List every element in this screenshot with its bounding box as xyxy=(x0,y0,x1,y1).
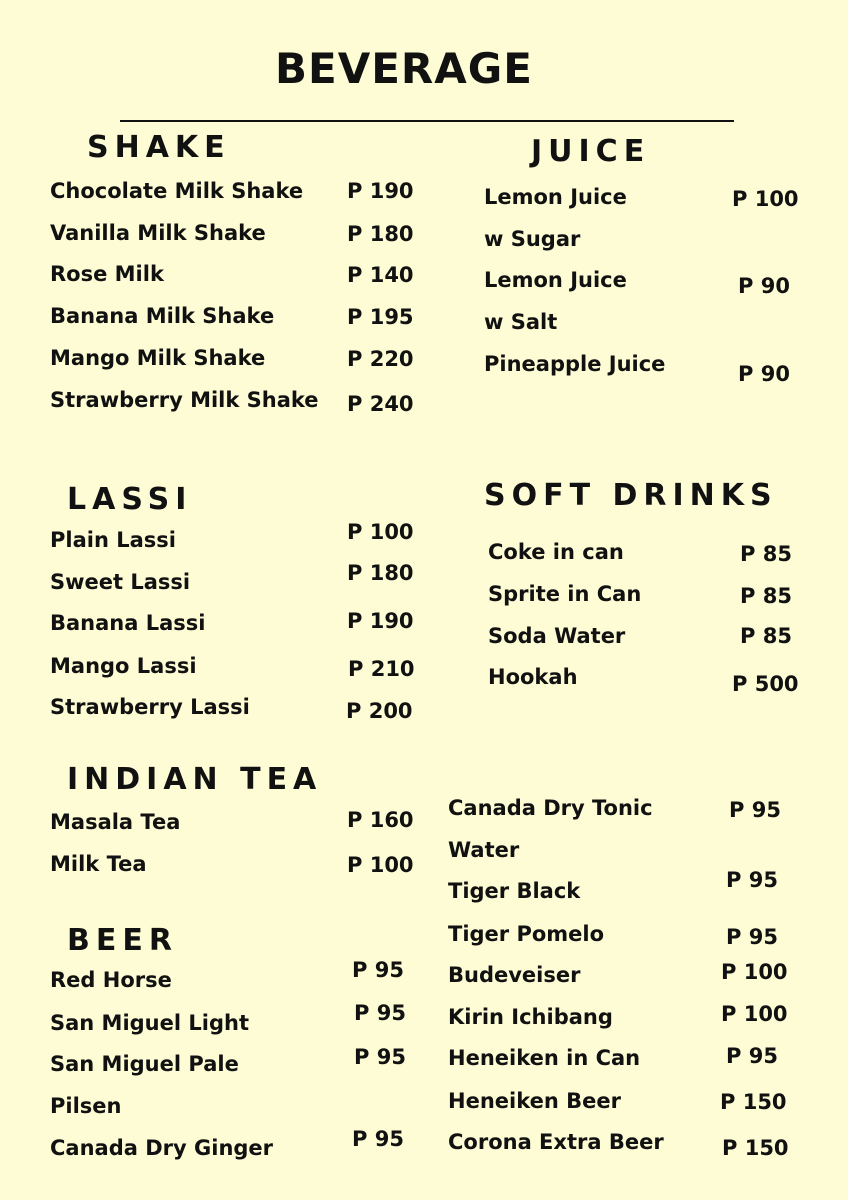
menu-item-price: P 95 xyxy=(354,1001,406,1025)
menu-item-name-line2: w Salt xyxy=(484,310,558,334)
menu-item-name: Banana Lassi xyxy=(50,611,206,635)
menu-item-price: P 90 xyxy=(738,362,790,386)
menu-item-name: San Miguel Light xyxy=(50,1011,249,1035)
menu-item-price: P 160 xyxy=(347,808,414,832)
menu-item-name-line2: Water xyxy=(448,838,520,862)
menu-item-name: Kirin Ichibang xyxy=(448,1005,613,1029)
soft-drinks-heading: SOFT DRINKS xyxy=(484,478,778,513)
juice-heading: JUICE xyxy=(531,134,651,169)
menu-item-name: Red Horse xyxy=(50,968,172,992)
menu-item-price: P 100 xyxy=(732,187,799,211)
menu-item-name: Heneiken Beer xyxy=(448,1089,621,1113)
menu-item-name: Mango Lassi xyxy=(50,654,197,678)
menu-item-price: P 240 xyxy=(347,392,414,416)
shake-heading: SHAKE xyxy=(87,130,231,165)
menu-item-price: P 190 xyxy=(347,179,414,203)
menu-item-name: Mango Milk Shake xyxy=(50,346,266,370)
menu-item-name: Lemon Juice xyxy=(484,185,627,209)
menu-item-price: P 100 xyxy=(347,520,414,544)
menu-item-price: P 195 xyxy=(347,305,414,329)
menu-item-price: P 95 xyxy=(726,1044,778,1068)
menu-item-name: Strawberry Lassi xyxy=(50,695,250,719)
menu-item-name: Sprite in Can xyxy=(488,582,642,606)
menu-item-name: Banana Milk Shake xyxy=(50,304,275,328)
menu-item-name: Tiger Black xyxy=(448,879,581,903)
menu-item-name: Chocolate Milk Shake xyxy=(50,179,304,203)
menu-item-price: P 140 xyxy=(347,263,414,287)
menu-item-price: P 85 xyxy=(740,584,792,608)
menu-item-name: Canada Dry Ginger xyxy=(50,1136,274,1160)
menu-item-name: Budeveiser xyxy=(448,963,581,987)
page-title: BEVERAGE xyxy=(275,44,533,93)
menu-item-name: Pineapple Juice xyxy=(484,352,666,376)
menu-item-name: Plain Lassi xyxy=(50,528,176,552)
menu-item-name: San Miguel Pale xyxy=(50,1052,239,1076)
menu-item-price: P 95 xyxy=(354,1045,406,1069)
menu-item-name: Strawberry Milk Shake xyxy=(50,388,319,412)
menu-item-price: P 95 xyxy=(726,925,778,949)
menu-item-price: P 150 xyxy=(720,1090,787,1114)
menu-item-name: Soda Water xyxy=(488,624,626,648)
menu-item-price: P 190 xyxy=(347,609,414,633)
menu-item-price: P 210 xyxy=(348,657,415,681)
lassi-heading: LASSI xyxy=(67,482,193,517)
menu-item-price: P 95 xyxy=(352,1127,404,1151)
menu-item-price: P 100 xyxy=(347,853,414,877)
beer-heading: BEER xyxy=(67,923,178,958)
menu-item-price: P 150 xyxy=(722,1136,789,1160)
menu-item-price: P 95 xyxy=(352,958,404,982)
menu-item-name: Canada Dry Tonic xyxy=(448,796,653,820)
menu-item-name-line2: Pilsen xyxy=(50,1094,122,1118)
menu-item-name: Milk Tea xyxy=(50,852,147,876)
title-divider xyxy=(120,120,734,122)
menu-item-price: P 180 xyxy=(347,561,414,585)
menu-item-price: P 500 xyxy=(732,672,799,696)
menu-item-price: P 180 xyxy=(347,222,414,246)
menu-item-name: Vanilla Milk Shake xyxy=(50,221,266,245)
menu-item-name: Lemon Juice xyxy=(484,268,627,292)
menu-item-price: P 85 xyxy=(740,542,792,566)
menu-item-name: Coke in can xyxy=(488,540,624,564)
menu-item-name: Masala Tea xyxy=(50,810,181,834)
menu-item-price: P 85 xyxy=(740,624,792,648)
menu-item-name: Tiger Pomelo xyxy=(448,922,605,946)
menu-item-price: P 100 xyxy=(721,960,788,984)
menu-item-price: P 95 xyxy=(729,798,781,822)
menu-item-name: Corona Extra Beer xyxy=(448,1130,664,1154)
menu-item-price: P 90 xyxy=(738,274,790,298)
menu-item-price: P 95 xyxy=(726,868,778,892)
menu-item-name: Hookah xyxy=(488,665,578,689)
indian-tea-heading: INDIAN TEA xyxy=(67,762,323,797)
menu-item-price: P 100 xyxy=(721,1002,788,1026)
menu-item-name: Heneiken in Can xyxy=(448,1046,641,1070)
menu-item-price: P 200 xyxy=(346,699,413,723)
menu-item-price: P 220 xyxy=(347,347,414,371)
menu-item-name-line2: w Sugar xyxy=(484,227,581,251)
menu-item-name: Sweet Lassi xyxy=(50,570,191,594)
menu-item-name: Rose Milk xyxy=(50,262,164,286)
